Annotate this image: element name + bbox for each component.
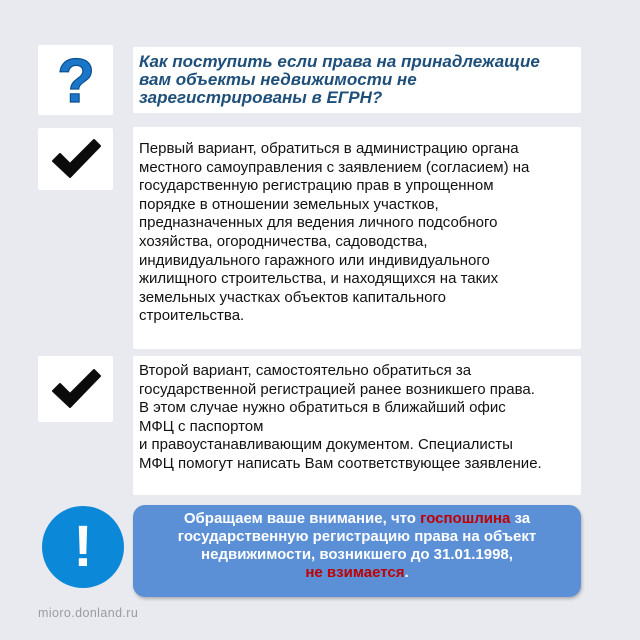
option-1-line: хозяйства, огородничества, садоводства, — [139, 232, 428, 250]
option-2-line: и правоустанавливающим документом. Специалисты — [139, 436, 513, 454]
question-icon-box — [38, 45, 113, 115]
option-1-box — [133, 127, 581, 349]
notice-line — [139, 510, 575, 528]
option-1-text — [139, 140, 573, 326]
question-heading — [139, 53, 575, 107]
option-2-box — [133, 356, 581, 495]
option-1-line: земельных участках объектов капитального — [139, 288, 446, 306]
svg-text:?: ? — [56, 52, 95, 108]
notice-line-1-end: за — [510, 510, 531, 527]
option-1-line: Первый вариант, обратиться в администрацию органа — [139, 140, 519, 157]
option-2-line: МФЦ с паспортом — [139, 417, 264, 435]
checkmark-icon — [50, 137, 102, 181]
notice-line: недвижимости, возникшего до 31.01.1998, — [201, 546, 513, 563]
notice-box — [133, 505, 581, 597]
question-box — [133, 47, 581, 113]
option-2-line: МФЦ помогут написать Вам соответствующее заявление. — [139, 454, 542, 472]
option-1-line: индивидуального гаражного или индивидуального — [139, 251, 490, 269]
option-1-line: местного самоуправления с заявлением (согласием) на — [139, 158, 530, 176]
option-1-line: порядке в отношении земельных участков, — [139, 195, 439, 213]
option-1-line: жилищного строительства, и находящихся на таких — [139, 270, 499, 288]
checkmark-icon — [50, 367, 102, 411]
option-2-text — [139, 362, 573, 474]
notice-line-1-start: Обращаем ваше внимание, что — [183, 510, 421, 527]
exclamation-icon: ! — [42, 506, 124, 588]
option-1-line: государственную регистрацию прав в упрощенном — [139, 177, 494, 195]
question-mark-icon — [51, 52, 101, 108]
option-2-line: Второй вариант, самостоятельно обратиться за — [139, 362, 472, 379]
notice-line-4-end: . — [404, 564, 409, 581]
fee-highlight: госпошлина — [420, 510, 511, 527]
not-charged-highlight: не взимается — [305, 564, 405, 581]
notice-line: государственную регистрацию права на объект — [177, 528, 537, 545]
option-1-line: строительства. — [139, 307, 245, 325]
notice-line — [139, 564, 575, 582]
question-line: Как поступить если права на принадлежащие — [139, 52, 540, 71]
question-line: зарегистрированы в ЕГРН? — [139, 88, 383, 107]
checkmark-box-1 — [38, 128, 113, 190]
option-1-line: предназначенных для ведения личного подсобного — [139, 214, 498, 232]
option-2-line: В этом случае нужно обратиться в ближайший офис — [139, 399, 506, 417]
question-line: вам объекты недвижимости не — [139, 70, 417, 89]
checkmark-box-2 — [38, 356, 113, 422]
option-2-line: государственной регистрацией ранее возникшего права. — [139, 380, 535, 398]
site-url: mioro.donland.ru — [38, 606, 139, 620]
notice-text — [139, 510, 575, 582]
